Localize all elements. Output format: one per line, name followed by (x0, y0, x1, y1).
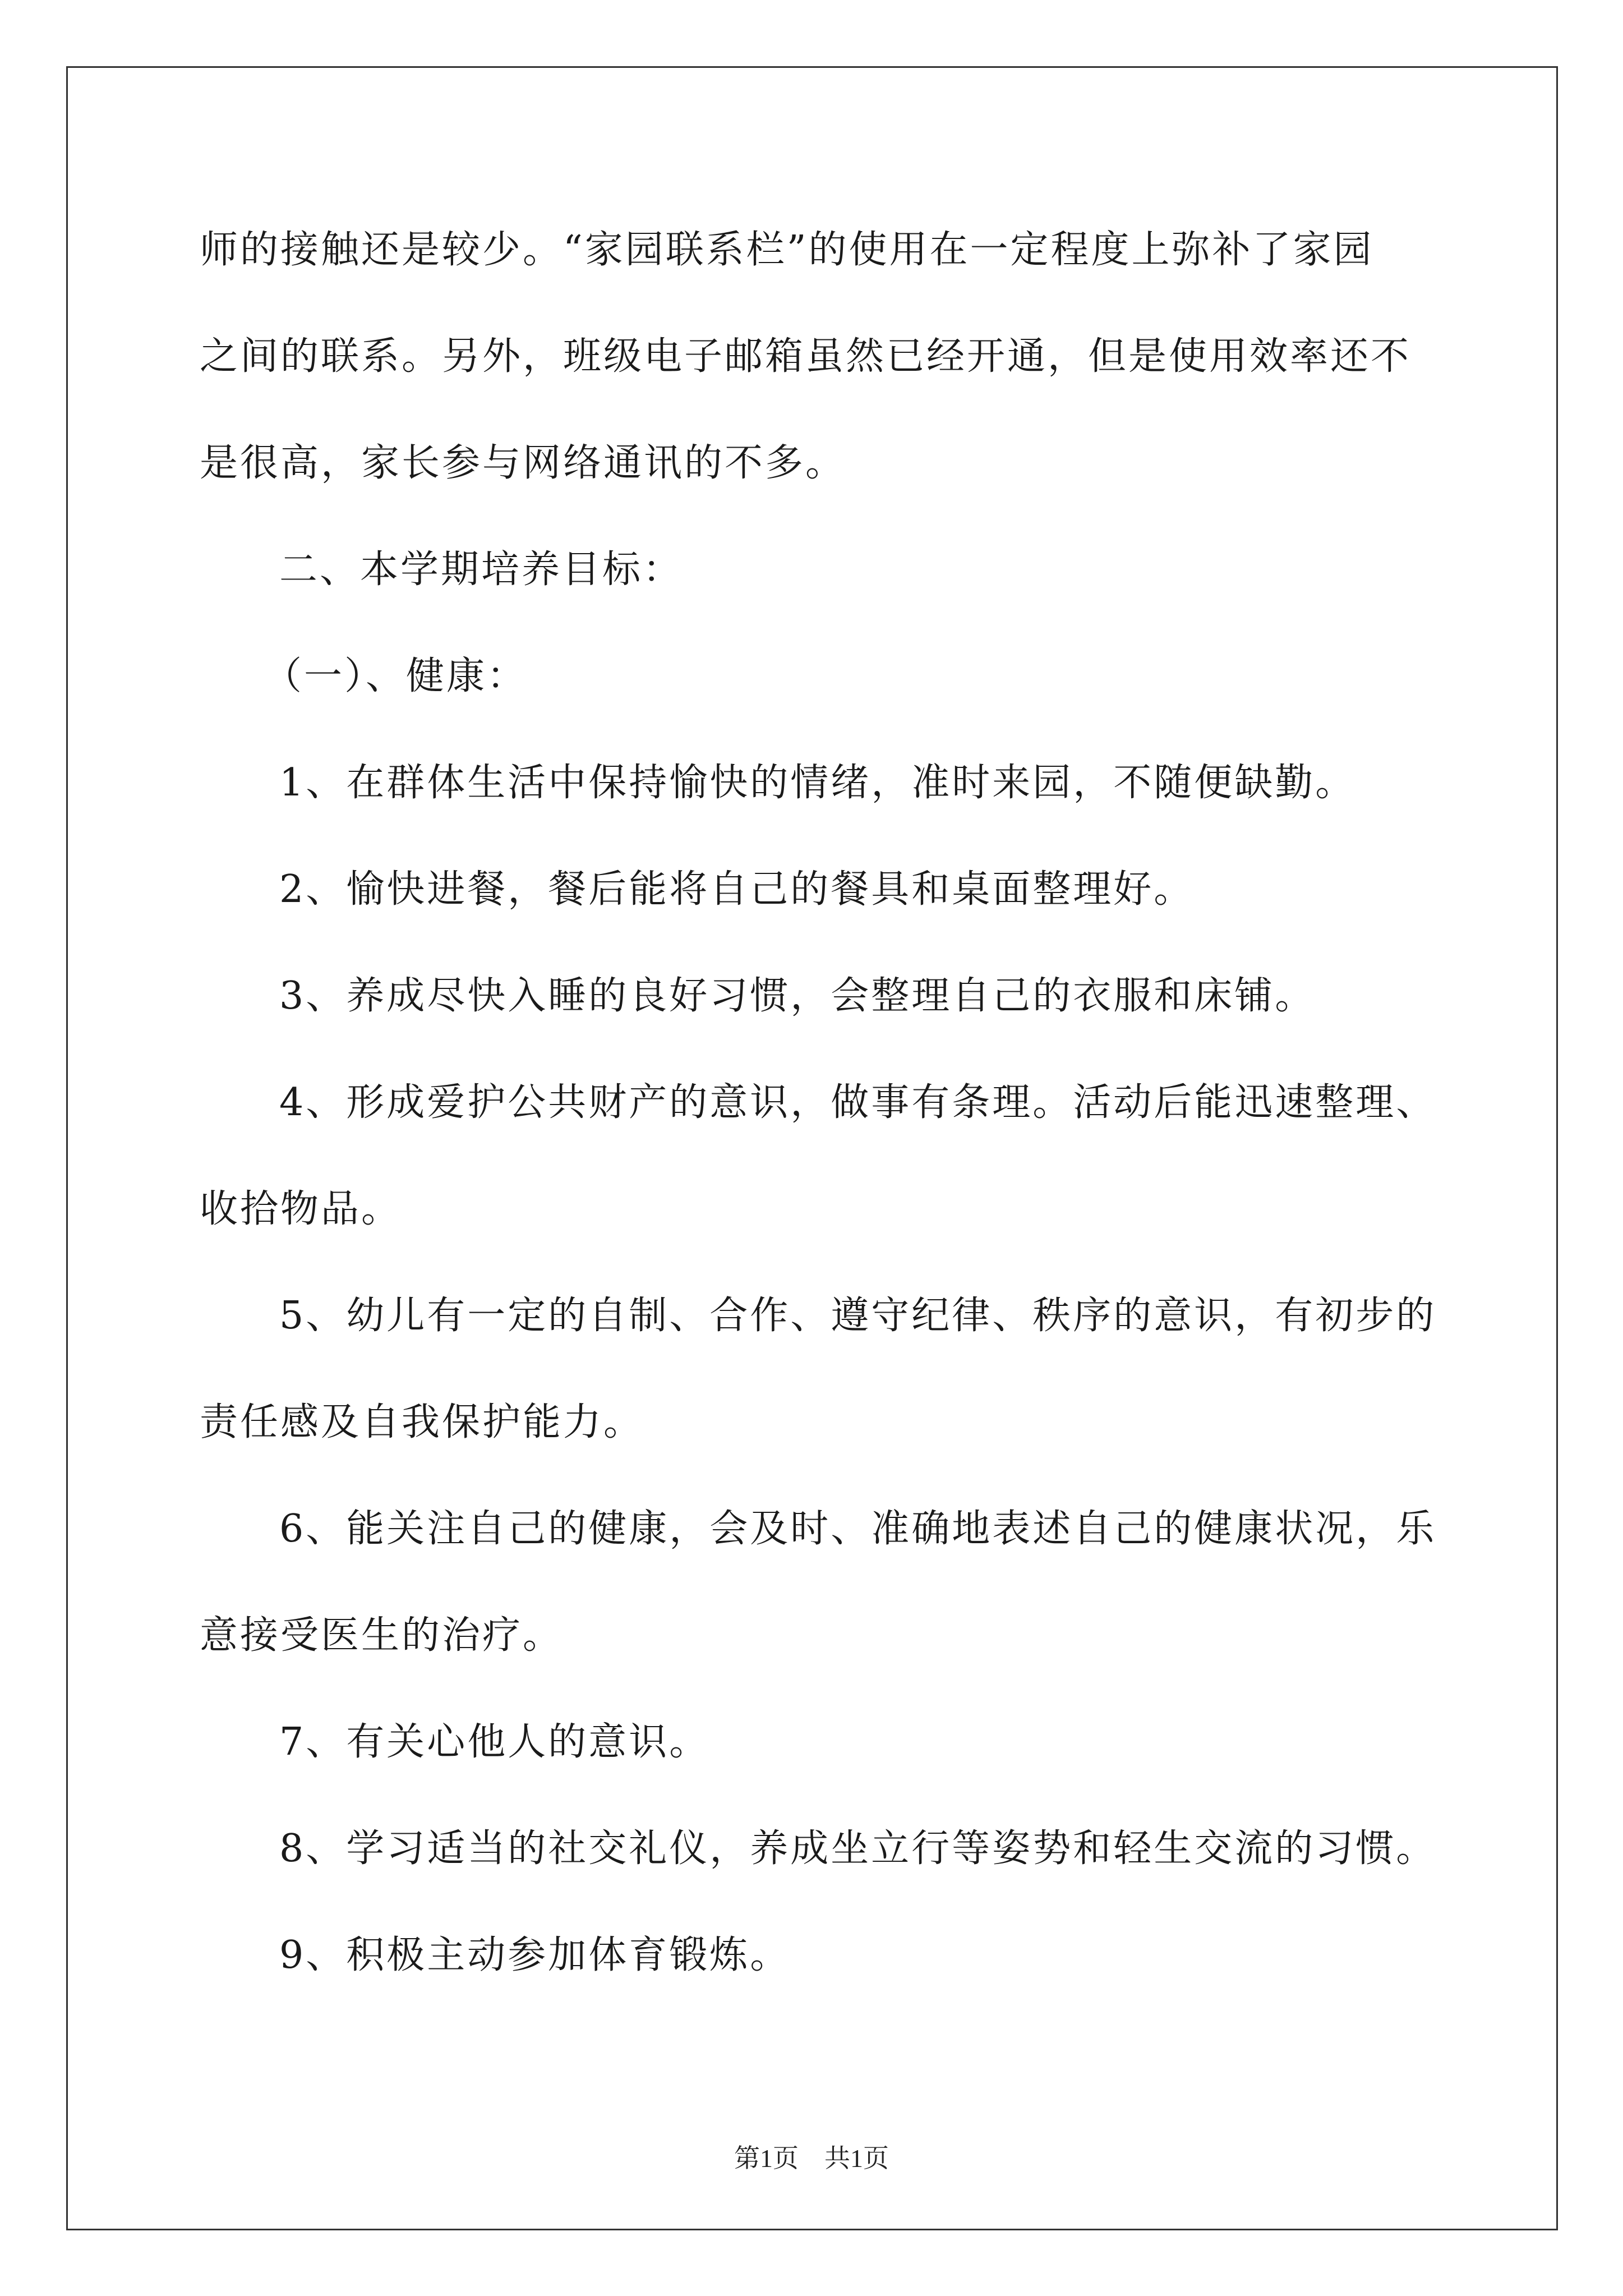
list-item: 7、有关心他人的意识。 (279, 1720, 710, 1764)
list-item-continuation: 责任感及自我保护能力。 (200, 1400, 644, 1444)
list-item: 3、养成尽快入睡的良好习惯，会整理自己的衣服和床铺。 (279, 974, 1316, 1018)
paragraph-line: 之间的联系。另外，班级电子邮箱虽然已经开通，但是使用效率还不 (200, 334, 1412, 379)
section-heading: 二、本学期培养目标： (279, 547, 684, 592)
list-item-continuation: 收拾物品。 (200, 1187, 402, 1231)
page-number-footer: 第1页 共1页 (734, 2144, 889, 2173)
list-item-continuation: 意接受医生的治疗。 (200, 1613, 564, 1658)
paragraph-line: 是很高，家长参与网络通讯的不多。 (200, 441, 846, 485)
list-item: 5、幼儿有一定的自制、合作、遵守纪律、秩序的意识，有初步的 (279, 1294, 1437, 1338)
list-item: 4、形成爱护公共财产的意识，做事有条理。活动后能迅速整理、 (279, 1080, 1437, 1125)
subsection-heading: （一）、健康： (264, 654, 528, 698)
page-border (66, 66, 1558, 2230)
paragraph-line: 师的接触还是较少。“家园联系栏”的使用在一定程度上弥补了家园 (200, 228, 1374, 272)
list-item: 9、积极主动参加体育锻炼。 (279, 1933, 791, 1977)
list-item: 8、学习适当的社交礼仪，养成坐立行等姿势和轻生交流的习惯。 (279, 1826, 1437, 1871)
list-item: 6、能关注自己的健康，会及时、准确地表述自己的健康状况，乐 (279, 1507, 1437, 1551)
list-item: 2、愉快进餐，餐后能将自己的餐具和桌面整理好。 (279, 867, 1195, 912)
list-item: 1、在群体生活中保持愉快的情绪，准时来园，不随便缺勤。 (279, 761, 1356, 805)
